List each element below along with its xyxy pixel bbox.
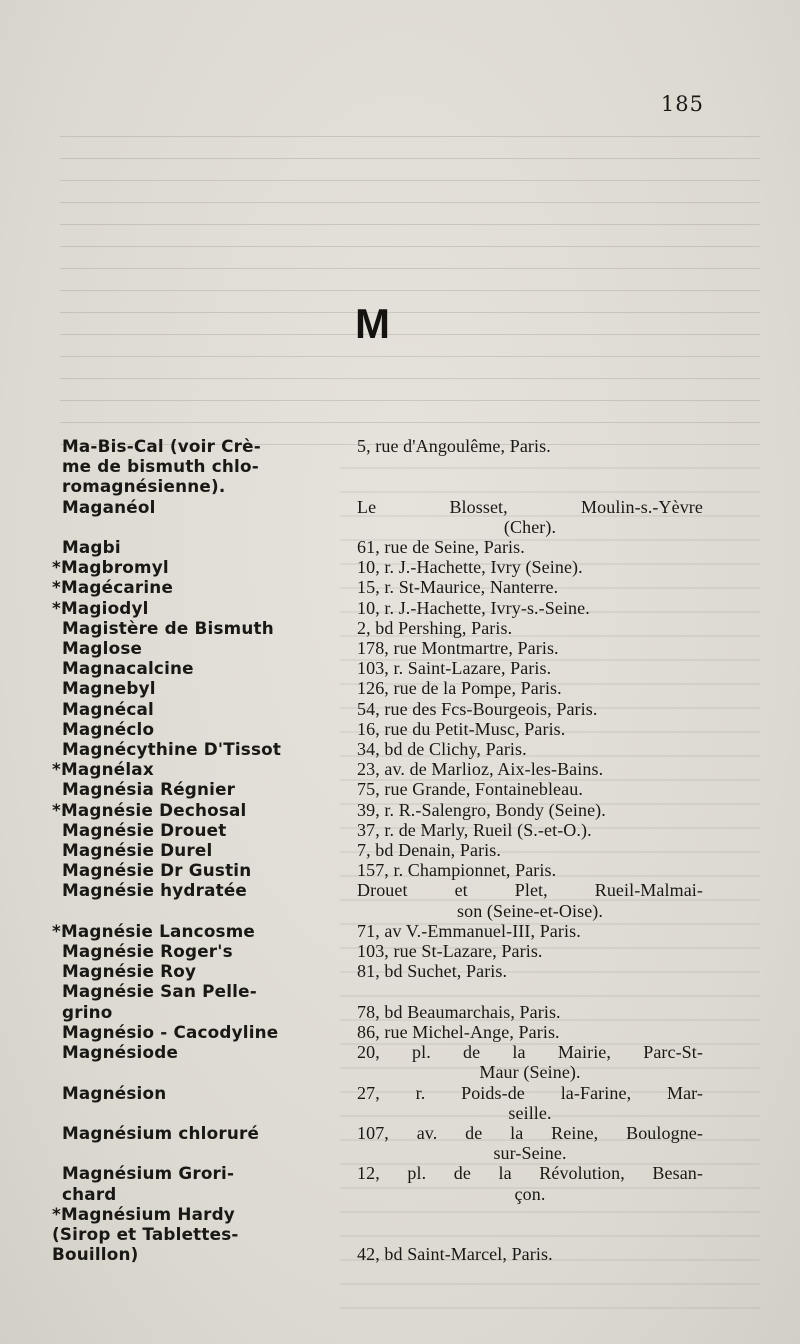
entry-name: Magnécythine D'Tissot	[62, 739, 282, 760]
directory-entry	[62, 820, 702, 840]
entry-address	[357, 1042, 703, 1082]
directory-entries	[52, 436, 703, 1265]
entry-address	[357, 921, 703, 941]
entry-name: Magnésie Durel	[62, 840, 213, 861]
directory-entry	[62, 537, 702, 557]
address-line: 103, r. Saint-Lazare, Paris.	[357, 658, 552, 679]
directory-entry	[52, 920, 702, 941]
address-line: 10, r. J.-Hachette, Ivry (Seine).	[357, 557, 583, 578]
entry-address	[357, 1022, 703, 1042]
address-line: Le Blosset, Moulin-s.-Yèvre	[357, 496, 703, 517]
directory-entry	[62, 658, 702, 678]
address-line: 157, r. Championnet, Paris.	[357, 860, 557, 881]
address-line: 54, rue des Fcs-Bourgeois, Paris.	[357, 698, 598, 719]
entry-address	[357, 1163, 703, 1203]
entry-name: Magnésie Roy	[62, 961, 197, 982]
entry-address	[357, 638, 703, 658]
directory-entry	[52, 1203, 702, 1265]
entry-address	[357, 1083, 703, 1123]
entry-address	[357, 981, 703, 1021]
address-line: 81, bd Suchet, Paris.	[357, 961, 508, 982]
directory-entry	[62, 1123, 702, 1163]
entry-name: Magnésium chloruré	[62, 1122, 260, 1143]
entry-name: Ma-Bis-Cal (voir Crè- me de bismuth chlo- romagnésienne).	[62, 436, 261, 497]
entry-name: Magnécal	[62, 698, 154, 719]
address-line: 103, rue St-Lazare, Paris.	[357, 941, 543, 962]
directory-entry	[62, 1163, 702, 1203]
address-line: 86, rue Michel-Ange, Paris.	[357, 1021, 560, 1042]
entry-address	[357, 719, 703, 739]
entry-name: Magnésie hydratée	[62, 880, 248, 901]
directory-entry	[62, 860, 702, 880]
entry-address	[357, 577, 703, 597]
entry-name: Magistère de Bismuth	[62, 617, 274, 638]
entry-name: Magnacalcine	[62, 658, 194, 679]
entry-address	[357, 658, 703, 678]
entry-address	[357, 699, 703, 719]
entry-address	[357, 557, 703, 577]
directory-entry	[62, 880, 702, 920]
address-line: sur-Seine.	[493, 1143, 567, 1164]
entry-name: Magnésie Drouet	[62, 819, 227, 840]
entry-address	[357, 436, 703, 456]
entry-address	[357, 941, 703, 961]
entry-address	[357, 961, 703, 981]
address-line: seille.	[508, 1102, 552, 1123]
directory-entry	[52, 799, 702, 820]
address-line	[357, 1224, 703, 1244]
directory-entry	[62, 436, 702, 497]
address-line: 20, pl. de la Mairie, Parc-St-	[357, 1042, 703, 1063]
section-letter: M	[355, 300, 390, 347]
address-line: Drouet et Plet, Rueil-Malmai-	[357, 880, 703, 901]
entry-address	[357, 739, 703, 759]
address-line: 75, rue Grande, Fontainebleau.	[357, 779, 583, 800]
entry-address	[357, 779, 703, 799]
directory-entry	[62, 699, 702, 719]
address-line: 34, bd de Clichy, Paris.	[357, 739, 527, 760]
entry-name: Magnésion	[62, 1082, 167, 1103]
entry-address	[357, 800, 703, 820]
entry-address	[357, 880, 703, 920]
directory-entry	[62, 618, 702, 638]
directory-entry	[52, 557, 702, 578]
entry-address	[357, 618, 703, 638]
address-line: 39, r. R.-Salengro, Bondy (Seine).	[357, 799, 606, 820]
address-line: 107, av. de la Reine, Boulogne-	[357, 1122, 703, 1143]
address-line: 61, rue de Seine, Paris.	[357, 537, 525, 558]
entry-address	[357, 820, 703, 840]
address-line: 7, bd Denain, Paris.	[357, 840, 501, 861]
entry-address	[357, 1204, 703, 1265]
entry-name: Magnésiode	[62, 1042, 179, 1063]
entry-address	[357, 1123, 703, 1163]
entry-name: *Magécarine	[52, 577, 174, 598]
directory-entry	[52, 759, 702, 780]
directory-entry	[62, 1022, 702, 1042]
entry-name: Magnéclo	[62, 718, 155, 739]
address-line: 5, rue d'Angoulême, Paris.	[357, 436, 551, 456]
address-line: 178, rue Montmartre, Paris.	[357, 638, 559, 659]
entry-address	[357, 598, 703, 618]
directory-entry	[62, 678, 702, 698]
address-line: (Cher).	[503, 516, 557, 537]
entry-name: Magnésium Grori- chard	[62, 1163, 235, 1204]
entry-name: Maganéol	[62, 496, 156, 517]
directory-entry	[62, 739, 702, 759]
entry-address	[357, 497, 703, 537]
entry-address	[357, 759, 703, 779]
directory-entry	[62, 497, 702, 537]
directory-entry	[62, 961, 702, 981]
entry-name: Magnésie Dr Gustin	[62, 860, 252, 881]
entry-address	[357, 537, 703, 557]
address-line: 23, av. de Marlioz, Aix-les-Bains.	[357, 759, 604, 780]
directory-entry	[62, 981, 702, 1021]
address-line	[357, 1204, 703, 1224]
address-line: 27, r. Poids-de la-Farine, Mar-	[357, 1082, 703, 1103]
directory-entry	[62, 1042, 702, 1082]
directory-entry	[62, 1083, 702, 1123]
entry-name: Magnésia Régnier	[62, 779, 236, 800]
directory-entry	[62, 638, 702, 658]
entry-address	[357, 860, 703, 880]
address-line: 15, r. St-Maurice, Nanterre.	[357, 577, 559, 598]
directory-entry	[52, 597, 702, 618]
entry-name: *Magiodyl	[52, 597, 149, 618]
entry-name: Magnésie San Pelle- grino	[62, 981, 257, 1022]
entry-name: *Magnésie Dechosal	[52, 799, 247, 820]
entry-name: *Magbromyl	[52, 557, 169, 578]
address-line: Maur (Seine).	[479, 1062, 581, 1083]
entry-address	[357, 840, 703, 860]
address-line	[357, 981, 703, 1001]
entry-name: Magnebyl	[62, 678, 156, 699]
address-line: 12, pl. de la Révolution, Besan-	[357, 1163, 703, 1184]
address-line: 71, av V.-Emmanuel-III, Paris.	[357, 920, 581, 941]
page-number: 185	[660, 92, 704, 116]
entry-name: *Magnélax	[52, 759, 154, 780]
entry-name: *Magnésium Hardy (Sirop et Tablettes- Bouillon)	[52, 1203, 239, 1265]
directory-entry	[62, 840, 702, 860]
entry-name: Magbi	[62, 537, 121, 558]
address-line: 42, bd Saint-Marcel, Paris.	[357, 1244, 553, 1265]
address-line: 2, bd Pershing, Paris.	[357, 617, 513, 638]
address-line: 16, rue du Petit-Musc, Paris.	[357, 718, 566, 739]
address-line: 37, r. de Marly, Rueil (S.-et-O.).	[357, 819, 592, 840]
entry-name: Maglose	[62, 638, 143, 659]
directory-entry	[62, 779, 702, 799]
address-line: çon.	[514, 1183, 546, 1204]
entry-name: *Magnésie Lancosme	[52, 920, 256, 941]
entry-name: Magnésie Roger's	[62, 941, 233, 962]
entry-address	[357, 678, 703, 698]
directory-entry	[62, 941, 702, 961]
address-line: 10, r. J.-Hachette, Ivry-s.-Seine.	[357, 597, 590, 618]
address-line: 126, rue de la Pompe, Paris.	[357, 678, 562, 699]
address-line: son (Seine-et-Oise).	[457, 900, 603, 921]
entry-name: Magnésio - Cacodyline	[62, 1021, 279, 1042]
bleed-through-text	[60, 120, 760, 450]
address-line: 78, bd Beaumarchais, Paris.	[357, 1001, 561, 1022]
directory-entry	[62, 719, 702, 739]
directory-entry	[52, 577, 702, 598]
